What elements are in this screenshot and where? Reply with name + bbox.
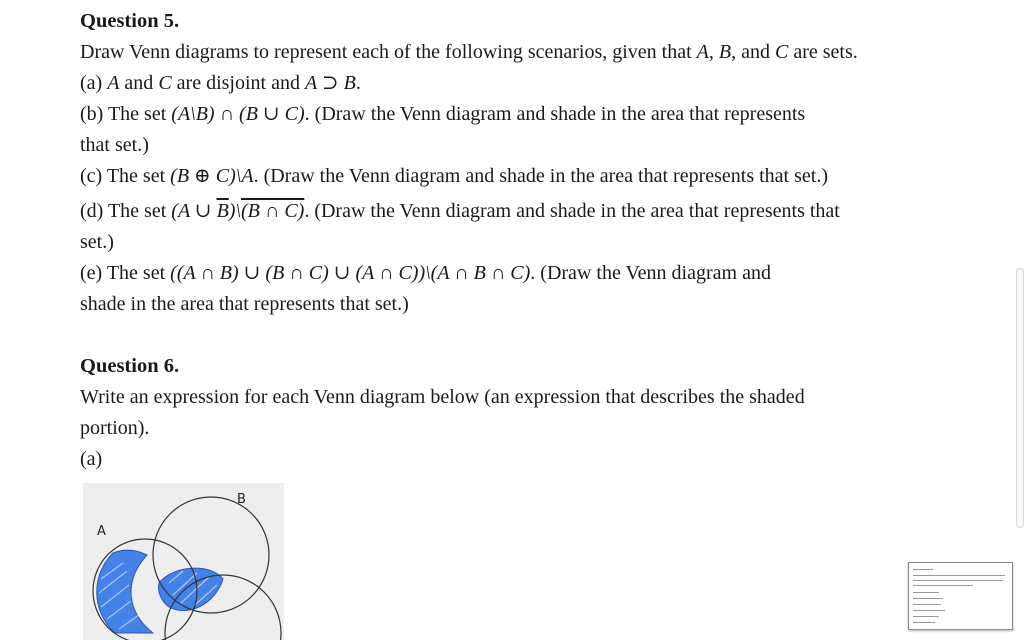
thumb-line bbox=[913, 598, 943, 599]
part-d-expression-mid: )\ bbox=[228, 200, 241, 222]
thumb-line bbox=[913, 592, 939, 593]
part-d-text: . (Draw the Venn diagram and shade in the area that represents that bbox=[304, 200, 840, 222]
question-5-title: Question 5. bbox=[80, 10, 180, 32]
thumb-line bbox=[913, 604, 941, 605]
shaded-region-a-only bbox=[97, 550, 153, 633]
q5-intro bbox=[80, 37, 980, 68]
part-e-label: (e) The set bbox=[80, 262, 171, 284]
part-e-text: . (Draw the Venn diagram and bbox=[530, 262, 771, 284]
q5-part-c bbox=[80, 161, 980, 192]
part-a-and: and bbox=[119, 72, 159, 94]
q6-part-a-label: (a) bbox=[80, 448, 103, 470]
part-d-complement-b: $\overline{B}$ bbox=[216, 200, 229, 222]
document-body bbox=[80, 6, 980, 475]
q5-part-d-cont: set.) bbox=[80, 231, 114, 253]
part-e-expression: ((A ∩ B) ∪ (B ∩ C) ∪ (A ∩ C))\(A ∩ B ∩ C) bbox=[170, 262, 531, 284]
thumb-line bbox=[913, 622, 935, 623]
part-d-expression-start: (A ∪ bbox=[171, 200, 217, 222]
thumb-line bbox=[913, 610, 945, 611]
scrollbar[interactable] bbox=[1016, 268, 1024, 528]
q5-part-b-cont: that set.) bbox=[80, 134, 149, 156]
part-d-label: (d) The set bbox=[80, 200, 172, 222]
q5-intro-text: Draw Venn diagrams to represent each of the following scenarios, given that bbox=[80, 41, 697, 63]
venn-label-a: A bbox=[97, 524, 106, 539]
thumb-line bbox=[913, 585, 973, 586]
q5-intro-end: are sets. bbox=[788, 41, 858, 63]
thumb-line bbox=[913, 569, 933, 570]
question-6-title: Question 6. bbox=[80, 355, 180, 377]
page-thumbnail[interactable] bbox=[908, 562, 1013, 630]
part-d-complement-bc: (B ∩ C) bbox=[241, 200, 305, 222]
set-b: B bbox=[718, 41, 732, 63]
q5-part-e-cont: shade in the area that represents that set.) bbox=[80, 293, 409, 315]
part-b-label: (b) The set bbox=[80, 103, 172, 125]
thumb-line bbox=[913, 575, 1005, 576]
part-c-text: . (Draw the Venn diagram and shade in the area that represents that set.) bbox=[253, 165, 828, 187]
part-a-text: are disjoint and bbox=[171, 72, 305, 94]
part-c-label: (c) The set bbox=[80, 165, 171, 187]
q5-part-a bbox=[80, 68, 980, 99]
q5-intro-and: , and bbox=[731, 41, 775, 63]
part-c-expression: (B ⊕ C)\A bbox=[170, 165, 254, 187]
q5-part-d bbox=[80, 196, 980, 227]
q5-intro-comma: , bbox=[708, 41, 719, 63]
part-a-expression: A ⊃ B bbox=[304, 72, 356, 94]
venn-label-b: B bbox=[237, 492, 246, 507]
part-a-end: . bbox=[355, 72, 361, 94]
shaded-region-lens bbox=[158, 568, 223, 610]
part-b-text: . (Draw the Venn diagram and shade in the area that represents bbox=[304, 103, 806, 125]
set-a: A bbox=[696, 41, 709, 63]
q6-line-2: portion). bbox=[80, 417, 150, 439]
part-a-label: (a) bbox=[80, 72, 108, 94]
q5-part-e bbox=[80, 258, 980, 289]
part-a-set-a: A bbox=[107, 72, 120, 94]
q5-part-b bbox=[80, 99, 980, 130]
spacer bbox=[80, 320, 980, 351]
venn-diagram bbox=[83, 483, 284, 640]
thumb-line bbox=[913, 580, 1003, 581]
venn-diagram-image bbox=[83, 483, 284, 640]
q6-line-1: Write an expression for each Venn diagram below (an expression that describes the shaded bbox=[80, 386, 805, 408]
part-a-set-c: C bbox=[158, 72, 172, 94]
thumb-line bbox=[913, 616, 939, 617]
set-c: C bbox=[775, 41, 789, 63]
part-b-expression: (A\B) ∩ (B ∪ C) bbox=[171, 103, 305, 125]
